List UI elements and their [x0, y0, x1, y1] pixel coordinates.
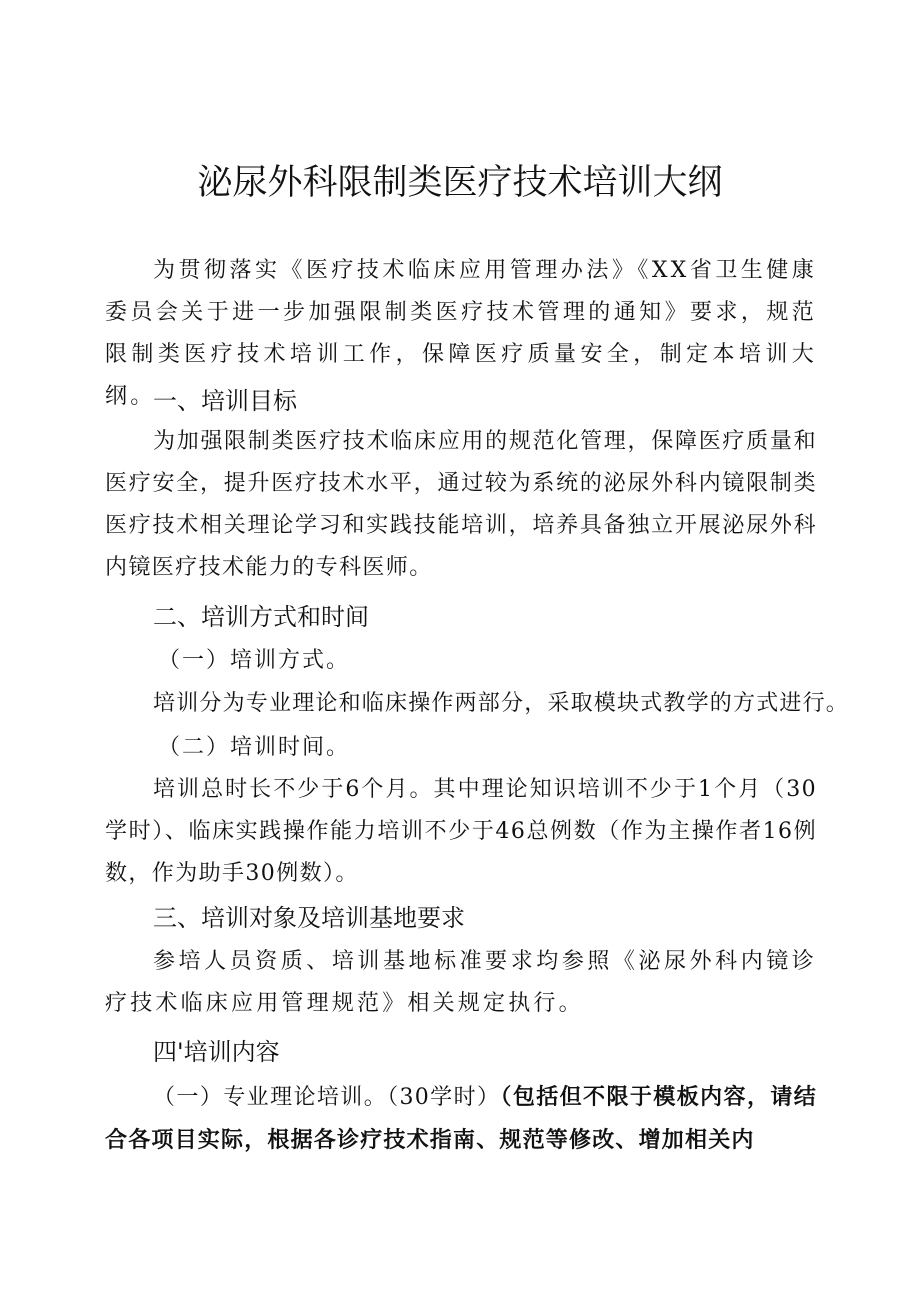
document-title: 泌尿外科限制类医疗技术培训大纲	[197, 163, 723, 203]
template-note: （包括但不限于模板内容，请结合各项目实际，根据各诊疗技术指南、规范等修改、增加相关内	[105, 1084, 817, 1153]
section-heading-training-content: 四'培训内容	[153, 1038, 280, 1066]
subheading-theory-training: （一）专业理论培训。（30学时）	[153, 1085, 501, 1110]
training-content-paragraph	[105, 1076, 817, 1162]
section-heading-trainees-base: 三、培训对象及培训基地要求	[153, 904, 465, 932]
trainees-base-paragraph: 参培人员资质、培训基地标准要求均参照《泌尿外科内镜诊疗技术临床应用管理规范》相关规定执行。	[105, 949, 817, 1016]
training-goals-paragraph: 为加强限制类医疗技术临床应用的规范化管理，保障医疗质量和医疗安全，提升医疗技术水平，通过较为系统的泌尿外科内镜限制类医疗技术相关理论学习和实践技能培训，培养具备独立开展泌尿外科内镜医疗技术能力的专科医师。	[105, 429, 817, 580]
subheading-training-time: （二）培训时间。	[158, 735, 351, 760]
training-method-paragraph: 培训分为专业理论和临床操作两部分，采取模块式教学的方式进行。	[153, 691, 850, 716]
section-heading-training-method-time: 二、培训方式和时间	[153, 603, 369, 631]
subheading-training-method: （一）培训方式。	[158, 648, 351, 673]
intro-paragraph: 为贯彻落实《医疗技术临床应用管理办法》《XX省卫生健康委员会关于进一步加强限制类医疗技术管理的通知》要求，规范限制类医疗技术培训工作，保障医疗质量安全，制定本培训大纲。	[105, 258, 817, 409]
training-time-paragraph: 培训总时长不少于6个月。其中理论知识培训不少于1个月（30学时）、临床实践操作能力培训不少于46总例数（作为主操作者16例数，作为助手30例数）。	[105, 777, 817, 886]
section-heading-training-goals: 一、培训目标	[153, 387, 297, 415]
